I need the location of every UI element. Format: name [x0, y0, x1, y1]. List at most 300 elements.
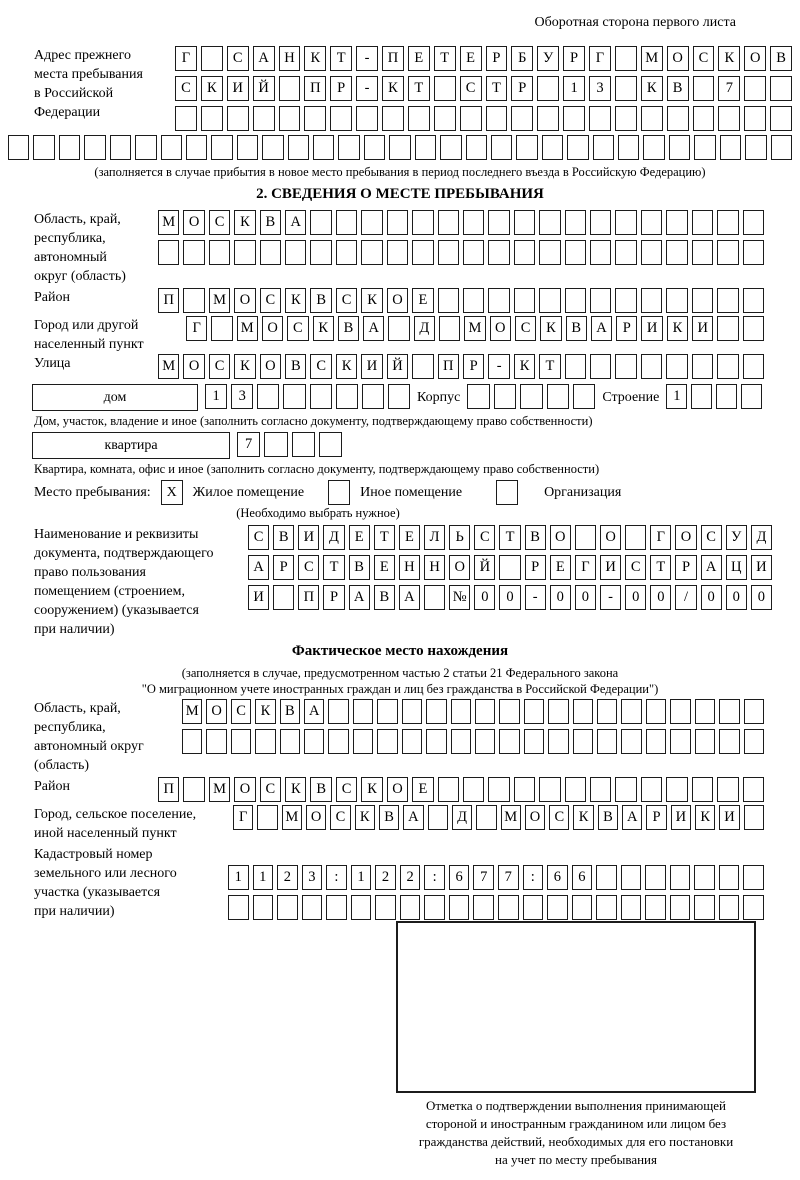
char-cell[interactable]	[716, 384, 737, 409]
char-cell[interactable]	[548, 699, 568, 724]
char-cell[interactable]: В	[566, 316, 587, 341]
char-cell[interactable]	[770, 106, 792, 131]
char-cell[interactable]: С	[336, 288, 357, 313]
char-cell[interactable]: Т	[330, 46, 352, 71]
char-cell[interactable]	[460, 106, 482, 131]
char-cell[interactable]: Й	[387, 354, 408, 379]
char-cell[interactable]	[542, 135, 563, 160]
char-cell[interactable]	[438, 288, 459, 313]
char-cell[interactable]: С	[298, 555, 319, 580]
char-cell[interactable]	[719, 895, 740, 920]
char-cell[interactable]	[615, 354, 636, 379]
char-cell[interactable]	[434, 76, 456, 101]
char-cell[interactable]	[743, 865, 764, 890]
char-cell[interactable]	[597, 699, 617, 724]
char-cell[interactable]: К	[234, 354, 255, 379]
char-cell[interactable]	[597, 729, 617, 754]
char-cell[interactable]: М	[501, 805, 521, 830]
char-cell[interactable]	[412, 354, 433, 379]
char-cell[interactable]	[234, 240, 255, 265]
char-cell[interactable]	[572, 895, 593, 920]
checkbox-inoe[interactable]	[328, 480, 350, 505]
char-cell[interactable]	[231, 729, 251, 754]
char-cell[interactable]	[666, 777, 687, 802]
char-cell[interactable]: К	[540, 316, 561, 341]
char-cell[interactable]: П	[304, 76, 326, 101]
char-cell[interactable]: Р	[646, 805, 666, 830]
char-cell[interactable]	[183, 288, 204, 313]
char-cell[interactable]: О	[490, 316, 511, 341]
char-cell[interactable]	[260, 240, 281, 265]
char-cell[interactable]	[618, 135, 639, 160]
char-cell[interactable]	[330, 106, 352, 131]
char-cell[interactable]	[615, 210, 636, 235]
char-cell[interactable]	[615, 106, 637, 131]
char-cell[interactable]	[717, 240, 738, 265]
char-cell[interactable]	[499, 729, 519, 754]
char-cell[interactable]	[719, 729, 739, 754]
char-cell[interactable]	[336, 210, 357, 235]
char-cell[interactable]: 0	[650, 585, 671, 610]
char-cell[interactable]	[615, 288, 636, 313]
char-cell[interactable]	[402, 729, 422, 754]
char-cell[interactable]: О	[387, 288, 408, 313]
char-cell[interactable]: М	[209, 777, 230, 802]
char-cell[interactable]	[694, 865, 715, 890]
char-cell[interactable]: 2	[375, 865, 396, 890]
char-cell[interactable]	[59, 135, 80, 160]
char-cell[interactable]	[310, 384, 332, 409]
char-cell[interactable]	[451, 729, 471, 754]
char-cell[interactable]	[434, 106, 456, 131]
char-cell[interactable]	[389, 135, 410, 160]
char-cell[interactable]	[694, 895, 715, 920]
char-cell[interactable]: Д	[323, 525, 344, 550]
char-cell[interactable]	[361, 210, 382, 235]
char-cell[interactable]	[424, 895, 445, 920]
char-cell[interactable]	[547, 895, 568, 920]
char-cell[interactable]	[182, 729, 202, 754]
char-cell[interactable]	[336, 240, 357, 265]
char-cell[interactable]	[227, 106, 249, 131]
char-cell[interactable]: В	[280, 699, 300, 724]
char-cell[interactable]: Н	[399, 555, 420, 580]
char-cell[interactable]: О	[744, 46, 766, 71]
char-cell[interactable]: Е	[460, 46, 482, 71]
char-cell[interactable]: И	[719, 805, 739, 830]
char-cell[interactable]	[135, 135, 156, 160]
char-cell[interactable]	[387, 210, 408, 235]
char-cell[interactable]	[625, 525, 646, 550]
char-cell[interactable]	[438, 240, 459, 265]
char-cell[interactable]	[717, 316, 738, 341]
char-cell[interactable]	[537, 76, 559, 101]
char-cell[interactable]	[313, 135, 334, 160]
char-cell[interactable]	[206, 729, 226, 754]
char-cell[interactable]	[670, 699, 690, 724]
char-cell[interactable]	[488, 288, 509, 313]
char-cell[interactable]: Т	[650, 555, 671, 580]
char-cell[interactable]: А	[285, 210, 306, 235]
char-cell[interactable]	[336, 384, 358, 409]
char-cell[interactable]: В	[379, 805, 399, 830]
char-cell[interactable]: :	[326, 865, 347, 890]
char-cell[interactable]	[621, 895, 642, 920]
kvartira-type-box[interactable]	[32, 432, 230, 459]
char-cell[interactable]	[573, 729, 593, 754]
char-cell[interactable]: Т	[408, 76, 430, 101]
char-cell[interactable]: 0	[726, 585, 747, 610]
char-cell[interactable]: 0	[550, 585, 571, 610]
char-cell[interactable]: О	[525, 805, 545, 830]
char-cell[interactable]	[463, 210, 484, 235]
char-cell[interactable]	[645, 865, 666, 890]
char-cell[interactable]: 7	[473, 865, 494, 890]
char-cell[interactable]	[463, 240, 484, 265]
char-cell[interactable]: Е	[550, 555, 571, 580]
char-cell[interactable]: А	[248, 555, 269, 580]
char-cell[interactable]	[440, 135, 461, 160]
char-cell[interactable]	[302, 895, 323, 920]
char-cell[interactable]: Д	[452, 805, 472, 830]
char-cell[interactable]: С	[227, 46, 249, 71]
char-cell[interactable]: М	[237, 316, 258, 341]
char-cell[interactable]	[209, 240, 230, 265]
char-cell[interactable]: А	[399, 585, 420, 610]
char-cell[interactable]	[201, 106, 223, 131]
char-cell[interactable]	[693, 76, 715, 101]
char-cell[interactable]	[744, 805, 764, 830]
char-cell[interactable]	[377, 729, 397, 754]
char-cell[interactable]	[547, 384, 569, 409]
char-cell[interactable]: К	[355, 805, 375, 830]
char-cell[interactable]: Ц	[726, 555, 747, 580]
char-cell[interactable]	[539, 210, 560, 235]
char-cell[interactable]	[353, 699, 373, 724]
char-cell[interactable]	[743, 210, 764, 235]
char-cell[interactable]	[523, 895, 544, 920]
char-cell[interactable]: И	[751, 555, 772, 580]
stamp-box[interactable]	[396, 921, 756, 1093]
char-cell[interactable]	[361, 240, 382, 265]
char-cell[interactable]	[744, 76, 766, 101]
char-cell[interactable]	[667, 106, 689, 131]
char-cell[interactable]: И	[361, 354, 382, 379]
char-cell[interactable]: Р	[486, 46, 508, 71]
char-cell[interactable]: К	[313, 316, 334, 341]
char-cell[interactable]: И	[298, 525, 319, 550]
char-cell[interactable]: С	[231, 699, 251, 724]
char-cell[interactable]: И	[671, 805, 691, 830]
char-cell[interactable]: Й	[474, 555, 495, 580]
char-cell[interactable]: О	[667, 46, 689, 71]
char-cell[interactable]: 0	[575, 585, 596, 610]
char-cell[interactable]: Г	[233, 805, 253, 830]
char-cell[interactable]	[770, 76, 792, 101]
char-cell[interactable]: П	[158, 288, 179, 313]
char-cell[interactable]: :	[523, 865, 544, 890]
char-cell[interactable]	[451, 699, 471, 724]
char-cell[interactable]: Т	[499, 525, 520, 550]
char-cell[interactable]: И	[692, 316, 713, 341]
char-cell[interactable]: С	[175, 76, 197, 101]
char-cell[interactable]	[717, 777, 738, 802]
char-cell[interactable]: 0	[751, 585, 772, 610]
char-cell[interactable]	[565, 210, 586, 235]
char-cell[interactable]	[338, 135, 359, 160]
char-cell[interactable]: В	[273, 525, 294, 550]
char-cell[interactable]	[621, 699, 641, 724]
char-cell[interactable]	[514, 240, 535, 265]
char-cell[interactable]: И	[248, 585, 269, 610]
char-cell[interactable]: 3	[302, 865, 323, 890]
char-cell[interactable]	[264, 432, 287, 457]
char-cell[interactable]	[695, 729, 715, 754]
char-cell[interactable]	[641, 354, 662, 379]
char-cell[interactable]	[646, 729, 666, 754]
char-cell[interactable]: М	[641, 46, 663, 71]
char-cell[interactable]: С	[330, 805, 350, 830]
char-cell[interactable]	[353, 729, 373, 754]
char-cell[interactable]	[720, 135, 741, 160]
dom-type-box[interactable]	[32, 384, 198, 411]
char-cell[interactable]: 2	[400, 865, 421, 890]
char-cell[interactable]: О	[550, 525, 571, 550]
char-cell[interactable]	[439, 316, 460, 341]
char-cell[interactable]: К	[361, 777, 382, 802]
char-cell[interactable]	[743, 777, 764, 802]
char-cell[interactable]	[466, 135, 487, 160]
char-cell[interactable]	[692, 210, 713, 235]
char-cell[interactable]	[499, 555, 520, 580]
char-cell[interactable]: К	[201, 76, 223, 101]
char-cell[interactable]: У	[537, 46, 559, 71]
char-cell[interactable]	[277, 895, 298, 920]
char-cell[interactable]	[621, 729, 641, 754]
char-cell[interactable]	[692, 240, 713, 265]
char-cell[interactable]	[494, 384, 516, 409]
char-cell[interactable]	[400, 895, 421, 920]
char-cell[interactable]	[237, 135, 258, 160]
char-cell[interactable]	[328, 699, 348, 724]
char-cell[interactable]	[539, 288, 560, 313]
char-cell[interactable]	[524, 699, 544, 724]
char-cell[interactable]: Р	[525, 555, 546, 580]
char-cell[interactable]	[304, 106, 326, 131]
char-cell[interactable]: О	[387, 777, 408, 802]
char-cell[interactable]: 6	[572, 865, 593, 890]
char-cell[interactable]: 3	[589, 76, 611, 101]
char-cell[interactable]: О	[600, 525, 621, 550]
char-cell[interactable]: Л	[424, 525, 445, 550]
char-cell[interactable]	[228, 895, 249, 920]
char-cell[interactable]: К	[573, 805, 593, 830]
char-cell[interactable]: 2	[277, 865, 298, 890]
char-cell[interactable]	[539, 240, 560, 265]
char-cell[interactable]	[498, 895, 519, 920]
char-cell[interactable]	[428, 805, 448, 830]
char-cell[interactable]: У	[726, 525, 747, 550]
char-cell[interactable]: Г	[650, 525, 671, 550]
char-cell[interactable]: Г	[186, 316, 207, 341]
char-cell[interactable]	[744, 729, 764, 754]
char-cell[interactable]	[310, 210, 331, 235]
char-cell[interactable]: -	[525, 585, 546, 610]
char-cell[interactable]: 0	[625, 585, 646, 610]
char-cell[interactable]	[565, 288, 586, 313]
char-cell[interactable]: Е	[349, 525, 370, 550]
char-cell[interactable]	[573, 699, 593, 724]
char-cell[interactable]	[279, 76, 301, 101]
char-cell[interactable]: А	[253, 46, 275, 71]
char-cell[interactable]	[467, 384, 489, 409]
char-cell[interactable]	[273, 585, 294, 610]
char-cell[interactable]: О	[234, 777, 255, 802]
char-cell[interactable]: А	[363, 316, 384, 341]
char-cell[interactable]: К	[641, 76, 663, 101]
char-cell[interactable]	[488, 240, 509, 265]
char-cell[interactable]	[288, 135, 309, 160]
char-cell[interactable]: 6	[449, 865, 470, 890]
char-cell[interactable]: Т	[374, 525, 395, 550]
char-cell[interactable]	[567, 135, 588, 160]
char-cell[interactable]	[563, 106, 585, 131]
char-cell[interactable]: О	[262, 316, 283, 341]
char-cell[interactable]: В	[598, 805, 618, 830]
char-cell[interactable]: Р	[563, 46, 585, 71]
char-cell[interactable]: И	[227, 76, 249, 101]
char-cell[interactable]	[666, 354, 687, 379]
char-cell[interactable]	[253, 106, 275, 131]
char-cell[interactable]: Е	[399, 525, 420, 550]
char-cell[interactable]	[412, 240, 433, 265]
char-cell[interactable]: К	[718, 46, 740, 71]
char-cell[interactable]	[575, 525, 596, 550]
char-cell[interactable]: М	[182, 699, 202, 724]
char-cell[interactable]: С	[474, 525, 495, 550]
char-cell[interactable]	[743, 354, 764, 379]
char-cell[interactable]	[514, 210, 535, 235]
char-cell[interactable]	[565, 777, 586, 802]
char-cell[interactable]	[475, 729, 495, 754]
char-cell[interactable]	[328, 729, 348, 754]
char-cell[interactable]	[408, 106, 430, 131]
char-cell[interactable]	[745, 135, 766, 160]
char-cell[interactable]	[253, 895, 274, 920]
char-cell[interactable]: А	[304, 699, 324, 724]
char-cell[interactable]: К	[234, 210, 255, 235]
char-cell[interactable]: Е	[412, 777, 433, 802]
char-cell[interactable]	[426, 729, 446, 754]
char-cell[interactable]	[412, 210, 433, 235]
char-cell[interactable]	[743, 316, 764, 341]
char-cell[interactable]	[387, 240, 408, 265]
char-cell[interactable]: -	[488, 354, 509, 379]
char-cell[interactable]	[279, 106, 301, 131]
char-cell[interactable]: Т	[539, 354, 560, 379]
char-cell[interactable]	[375, 895, 396, 920]
char-cell[interactable]: Т	[434, 46, 456, 71]
char-cell[interactable]: О	[234, 288, 255, 313]
char-cell[interactable]	[666, 210, 687, 235]
char-cell[interactable]: Р	[616, 316, 637, 341]
char-cell[interactable]: 0	[499, 585, 520, 610]
char-cell[interactable]	[565, 354, 586, 379]
char-cell[interactable]	[593, 135, 614, 160]
char-cell[interactable]: О	[306, 805, 326, 830]
char-cell[interactable]: С	[625, 555, 646, 580]
char-cell[interactable]	[615, 76, 637, 101]
char-cell[interactable]: С	[693, 46, 715, 71]
char-cell[interactable]	[362, 384, 384, 409]
char-cell[interactable]	[743, 240, 764, 265]
char-cell[interactable]	[744, 106, 766, 131]
char-cell[interactable]	[183, 777, 204, 802]
char-cell[interactable]	[669, 135, 690, 160]
char-cell[interactable]	[292, 432, 315, 457]
char-cell[interactable]: -	[356, 46, 378, 71]
char-cell[interactable]	[319, 432, 342, 457]
char-cell[interactable]	[565, 240, 586, 265]
char-cell[interactable]: 7	[718, 76, 740, 101]
char-cell[interactable]: С	[701, 525, 722, 550]
char-cell[interactable]: О	[183, 210, 204, 235]
char-cell[interactable]: Т	[486, 76, 508, 101]
char-cell[interactable]: А	[701, 555, 722, 580]
char-cell[interactable]	[514, 288, 535, 313]
char-cell[interactable]: К	[695, 805, 715, 830]
char-cell[interactable]: 1	[351, 865, 372, 890]
char-cell[interactable]	[304, 729, 324, 754]
char-cell[interactable]	[596, 895, 617, 920]
char-cell[interactable]	[590, 210, 611, 235]
char-cell[interactable]	[641, 106, 663, 131]
char-cell[interactable]: В	[338, 316, 359, 341]
char-cell[interactable]: Г	[589, 46, 611, 71]
char-cell[interactable]	[670, 729, 690, 754]
char-cell[interactable]: В	[285, 354, 306, 379]
char-cell[interactable]	[285, 240, 306, 265]
char-cell[interactable]: С	[549, 805, 569, 830]
char-cell[interactable]	[84, 135, 105, 160]
char-cell[interactable]	[573, 384, 595, 409]
char-cell[interactable]: Р	[511, 76, 533, 101]
char-cell[interactable]: 6	[547, 865, 568, 890]
char-cell[interactable]	[520, 384, 542, 409]
char-cell[interactable]	[415, 135, 436, 160]
checkbox-organizatsiya[interactable]	[496, 480, 518, 505]
char-cell[interactable]	[280, 729, 300, 754]
char-cell[interactable]	[719, 865, 740, 890]
char-cell[interactable]: В	[770, 46, 792, 71]
char-cell[interactable]: Б	[511, 46, 533, 71]
char-cell[interactable]: В	[349, 555, 370, 580]
char-cell[interactable]: О	[183, 354, 204, 379]
char-cell[interactable]	[426, 699, 446, 724]
char-cell[interactable]: /	[675, 585, 696, 610]
char-cell[interactable]	[670, 865, 691, 890]
char-cell[interactable]	[514, 777, 535, 802]
char-cell[interactable]	[548, 729, 568, 754]
char-cell[interactable]	[670, 895, 691, 920]
char-cell[interactable]: В	[260, 210, 281, 235]
char-cell[interactable]	[743, 895, 764, 920]
char-cell[interactable]	[771, 135, 792, 160]
char-cell[interactable]	[743, 288, 764, 313]
char-cell[interactable]	[516, 135, 537, 160]
char-cell[interactable]	[110, 135, 131, 160]
char-cell[interactable]: Г	[575, 555, 596, 580]
